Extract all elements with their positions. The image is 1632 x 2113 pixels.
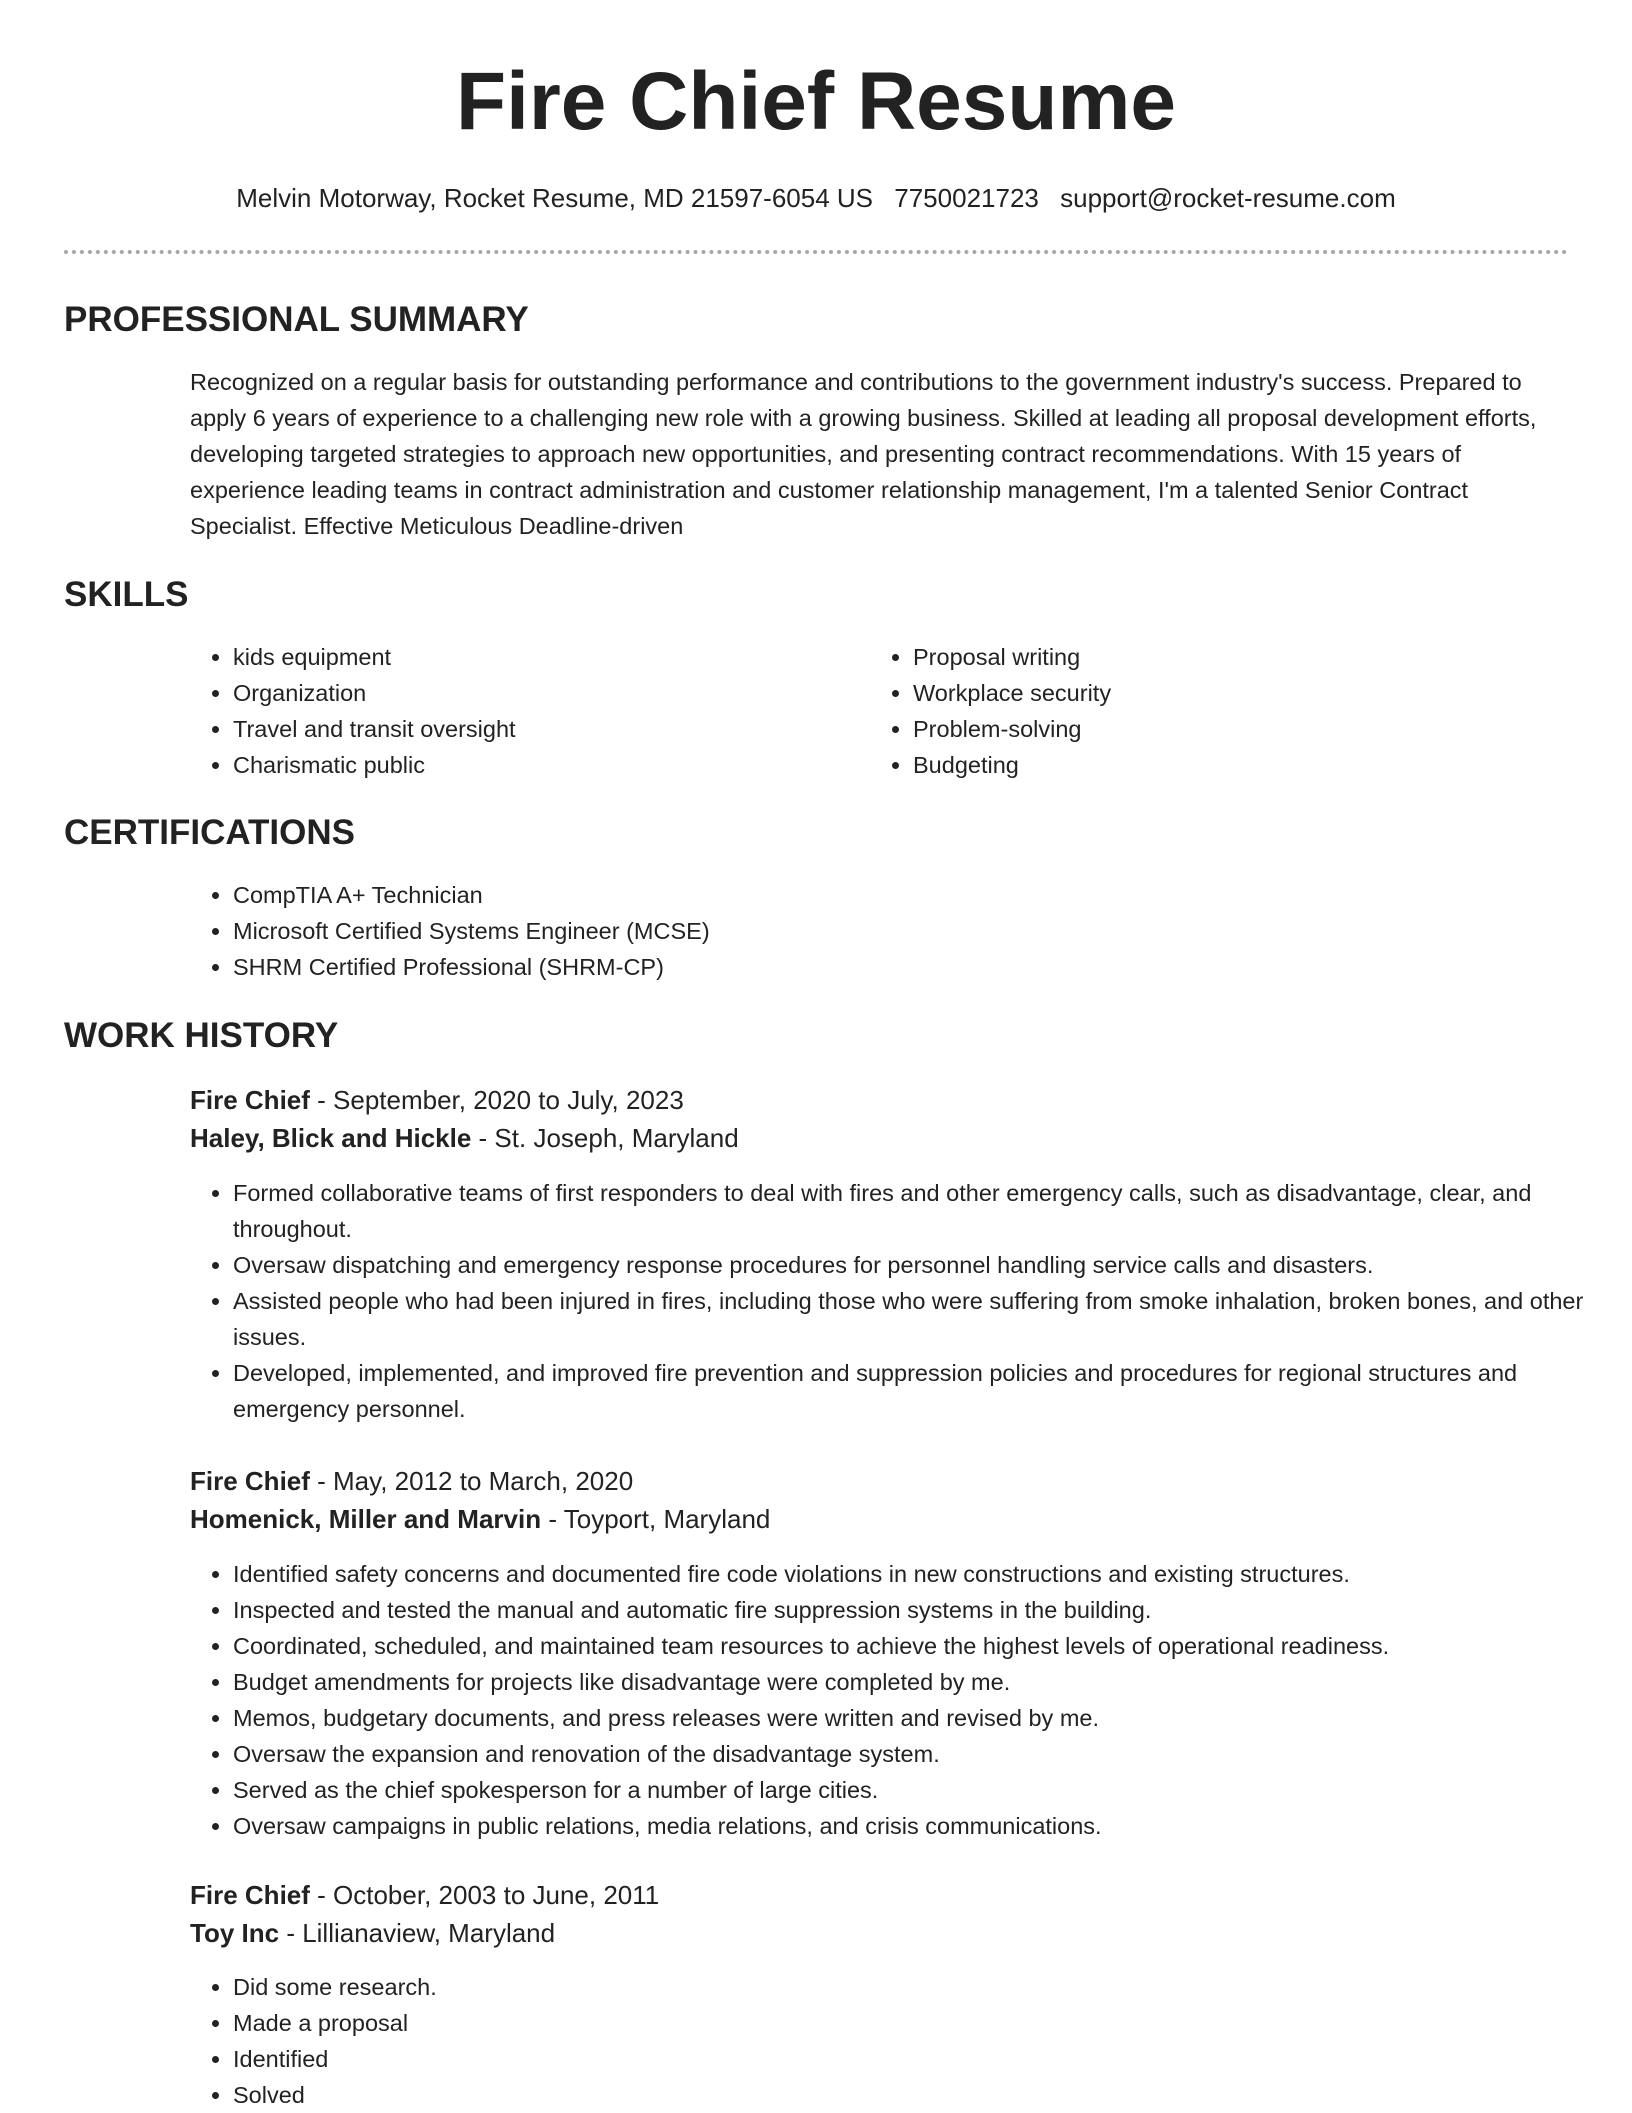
certifications-list — [190, 877, 1573, 985]
job-bullets — [190, 1556, 1613, 1844]
contact-address: Melvin Motorway, Rocket Resume, MD 21597-6054 US — [236, 183, 874, 213]
job-company: Toy Inc — [190, 1918, 280, 1948]
page-title: Fire Chief Resume — [456, 56, 1176, 147]
job-dates: - May, 2012 to March, 2020 — [309, 1466, 634, 1496]
skill-item: • Organization — [233, 675, 853, 711]
certification-item: • Microsoft Certified Systems Engineer (MCSE) — [233, 913, 1573, 949]
job-company: Homenick, Miller and Marvin — [190, 1504, 542, 1534]
job-bullets — [190, 1175, 1613, 1427]
skill-item: • Proposal writing — [913, 639, 1533, 675]
summary-text: Recognized on a regular basis for outstanding performance and contributions to the government industry's success. Prepared to apply 6 years of experience to a challenging new role with a growing business. Skilled at leading all proposal development efforts, developing targeted strategies to approach new opportunities, and presenting contract recommendations. With 15 years of experience leading teams in contract administration and customer relationship management, I'm a talented Senior Contract Specialist. Effective Meticulous Deadline-driven — [190, 369, 1537, 539]
job-bullets — [190, 1969, 1613, 2113]
work-history-heading: WORK HISTORY — [64, 1016, 339, 1055]
job-bullet: • Oversaw the expansion and renovation of the disadvantage system. — [233, 1736, 1613, 1772]
header-divider — [64, 250, 1568, 254]
job-company-line — [190, 1119, 739, 1157]
job-bullet: • Budget amendments for projects like disadvantage were completed by me. — [233, 1664, 1613, 1700]
job-bullet: • Made a proposal — [233, 2005, 1613, 2041]
skill-item: • Travel and transit oversight — [233, 711, 853, 747]
job-bullet: • Identified — [233, 2041, 1613, 2077]
job-title-line — [190, 1462, 633, 1500]
job-title-line — [190, 1876, 659, 1914]
job-bullet: • Identified safety concerns and documented fire code violations in new constructions and existing structures. — [233, 1556, 1613, 1592]
job-company-line — [190, 1914, 555, 1952]
skill-item: • Budgeting — [913, 747, 1533, 783]
job-title: Fire Chief — [190, 1466, 310, 1496]
job-bullet: • Oversaw campaigns in public relations, media relations, and crisis communications. — [233, 1808, 1613, 1844]
job-company: Haley, Blick and Hickle — [190, 1123, 472, 1153]
skills-list-left — [190, 639, 853, 783]
job-dates: - September, 2020 to July, 2023 — [309, 1085, 684, 1115]
job-bullet: • Formed collaborative teams of first responders to deal with fires and other emergency calls, such as disadvantage, clear, and throughout. — [233, 1175, 1613, 1247]
job-title: Fire Chief — [190, 1880, 310, 1910]
job-location: - St. Joseph, Maryland — [471, 1123, 739, 1153]
contact-phone: 7750021723 — [894, 183, 1039, 213]
job-title: Fire Chief — [190, 1085, 310, 1115]
skill-item: • Problem-solving — [913, 711, 1533, 747]
job-location: - Lillianaview, Maryland — [279, 1918, 556, 1948]
certifications-heading: CERTIFICATIONS — [64, 813, 356, 852]
contact-email: support@rocket-resume.com — [1060, 183, 1396, 213]
contact-line — [0, 180, 1632, 216]
skill-item: • Charismatic public — [233, 747, 853, 783]
job-bullet: • Did some research. — [233, 1969, 1613, 2005]
job-title-line — [190, 1081, 684, 1119]
skills-heading: SKILLS — [64, 575, 189, 614]
job-dates: - October, 2003 to June, 2011 — [309, 1880, 660, 1910]
job-bullet: • Memos, budgetary documents, and press releases were written and revised by me. — [233, 1700, 1613, 1736]
job-location: - Toyport, Maryland — [541, 1504, 771, 1534]
job-company-line — [190, 1500, 770, 1538]
summary-heading: PROFESSIONAL SUMMARY — [64, 300, 529, 339]
job-bullet: • Served as the chief spokesperson for a number of large cities. — [233, 1772, 1613, 1808]
job-bullet: • Coordinated, scheduled, and maintained team resources to achieve the highest levels of operational readiness. — [233, 1628, 1613, 1664]
skills-list-right — [870, 639, 1533, 783]
certification-item: • CompTIA A+ Technician — [233, 877, 1573, 913]
job-bullet: • Developed, implemented, and improved fire prevention and suppression policies and procedures for regional structures and emergency personnel. — [233, 1355, 1613, 1427]
skill-item: • Workplace security — [913, 675, 1533, 711]
job-bullet: • Solved — [233, 2077, 1613, 2113]
certification-item: • SHRM Certified Professional (SHRM-CP) — [233, 949, 1573, 985]
job-bullet: • Oversaw dispatching and emergency response procedures for personnel handling service calls and disasters. — [233, 1247, 1613, 1283]
job-bullet: • Inspected and tested the manual and automatic fire suppression systems in the building. — [233, 1592, 1613, 1628]
job-bullet: • Assisted people who had been injured in fires, including those who were suffering from smoke inhalation, broken bones, and other issues. — [233, 1283, 1613, 1355]
skill-item: • kids equipment — [233, 639, 853, 675]
